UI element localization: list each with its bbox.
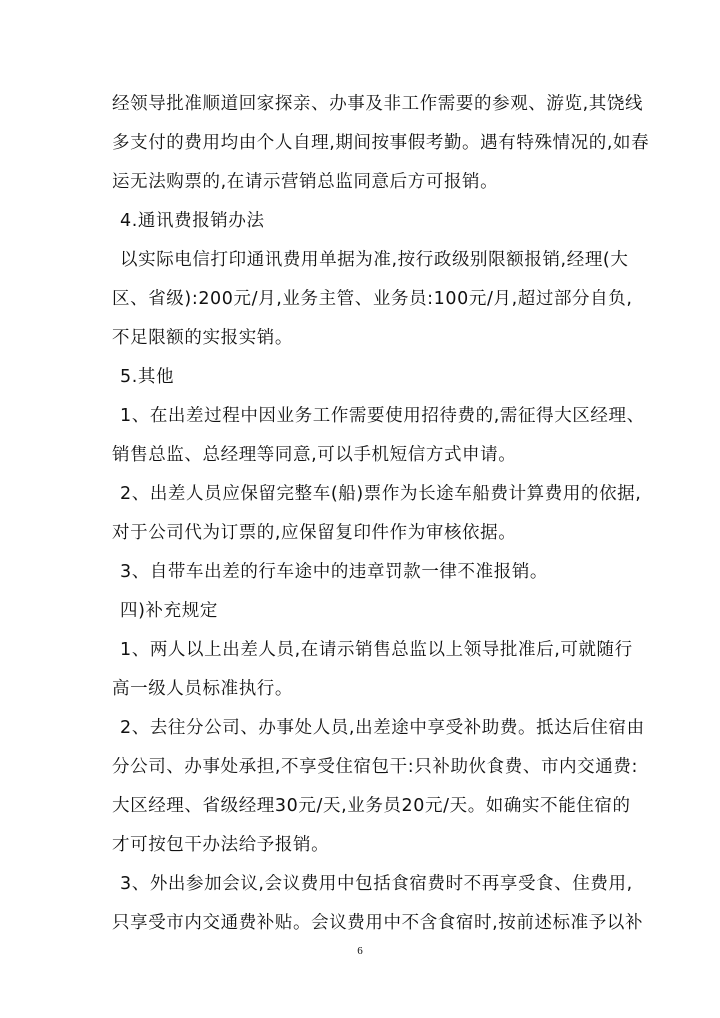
section-heading: 5.其他 [120, 367, 175, 387]
section-heading: 四)补充规定 [120, 601, 218, 621]
section-heading: 4.通讯费报销办法 [120, 211, 265, 231]
text-line: 大区经理、省级经理30元/天,业务员20元/天。如确实不能住宿的 [112, 796, 631, 816]
text-line: 2、出差人员应保留完整车(船)票作为长途车船费计算费用的依据, [120, 484, 642, 504]
text-line: 不足限额的实报实销。 [112, 328, 293, 348]
text-line: 销售总监、总经理等同意,可以手机短信方式申请。 [112, 445, 517, 465]
text-line: 经领导批准顺道回家探亲、办事及非工作需要的参观、游览,其饶线 [112, 94, 644, 114]
text-line: 区、省级):200元/月,业务主管、业务员:100元/月,超过部分自负, [112, 289, 633, 309]
text-line: 1、在出差过程中因业务工作需要使用招待费的,需征得大区经理、 [120, 406, 645, 426]
text-line: 以实际电信打印通讯费用单据为准,按行政级别限额报销,经理(大 [120, 250, 629, 270]
text-line: 高一级人员标准执行。 [112, 679, 293, 699]
text-line: 对于公司代为订票的,应保留复印件作为审核依据。 [112, 523, 517, 543]
text-line: 运无法购票的,在请示营销总监同意后方可报销。 [112, 172, 499, 192]
text-line: 多支付的费用均由个人自理,期间按事假考勤。遇有特殊情况的,如春 [112, 133, 650, 153]
text-line: 1、两人以上出差人员,在请示销售总监以上领导批准后,可就随行 [120, 640, 633, 660]
text-line: 2、去往分公司、办事处人员,出差途中享受补助费。抵达后住宿由 [120, 718, 645, 738]
text-line: 分公司、办事处承担,不享受住宿包干:只补助伙食费、市内交通费: [112, 757, 638, 777]
text-line: 3、自带车出差的行车途中的违章罚款一律不准报销。 [120, 562, 549, 582]
text-line: 才可按包干办法给予报销。 [112, 835, 330, 855]
page-number: 6 [357, 945, 363, 957]
text-line: 只享受市内交通费补贴。会议费用中不含食宿时,按前述标准予以补 [112, 913, 644, 933]
text-line: 3、外出参加会议,会议费用中包括食宿费时不再享受食、住费用, [120, 874, 633, 894]
